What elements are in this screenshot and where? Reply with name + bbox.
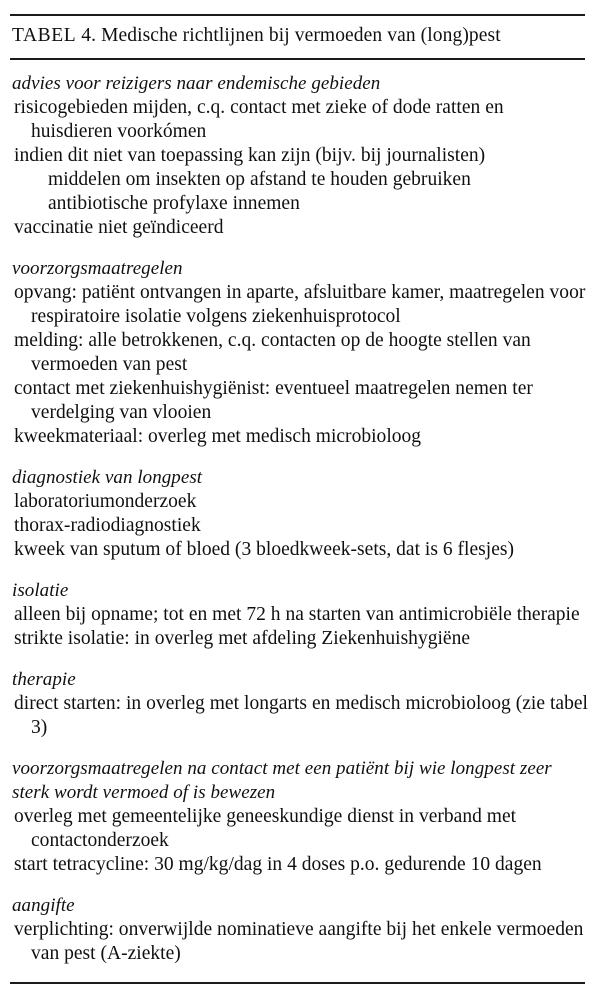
table-section	[10, 72, 590, 240]
section-entry: risicogebieden mijden, c.q. contact met zieke of dode ratten en huisdieren voorkómen	[14, 97, 504, 142]
section-entry: indien dit niet van toepassing kan zijn (bijv. bij journalisten)	[14, 145, 486, 166]
section-heading: isolatie	[12, 580, 69, 601]
section-entry: kweek van sputum of bloed (3 bloedkweek-sets, dat is 6 flesjes)	[14, 539, 515, 560]
table-section	[10, 668, 590, 740]
section-heading: therapie	[12, 669, 76, 690]
section-entry: thorax-radiodiagnostiek	[14, 515, 201, 536]
table-body	[10, 60, 590, 966]
section-entry: strikte isolatie: in overleg met afdeling Ziekenhuishygiëne	[14, 628, 471, 649]
section-heading: diagnostiek van longpest	[12, 467, 203, 488]
section-entry: contact met ziekenhuishygiënist: eventueel maatregelen nemen ter verdelging van vlooien	[14, 378, 533, 423]
section-entry: direct starten: in overleg met longarts en medisch microbioloog (zie tabel 3)	[14, 693, 588, 738]
table-section	[10, 579, 590, 651]
section-heading: aangifte	[12, 895, 75, 916]
table-page	[0, 14, 600, 964]
table-section	[10, 894, 590, 966]
section-entry: verplichting: onverwijlde nominatieve aangifte bij het enkele vermoeden van pest (A-ziekte)	[14, 919, 584, 964]
section-entry: overleg met gemeentelijke geneeskundige dienst in verband met contactonderzoek	[14, 806, 517, 851]
section-entry: middelen om insekten op afstand te houden gebruiken	[48, 169, 471, 190]
section-entry: opvang: patiënt ontvangen in aparte, afsluitbare kamer, maatregelen voor respiratoire isolatie volgens ziekenhuisprotocol	[14, 282, 586, 327]
section-entry: start tetracycline: 30 mg/kg/dag in 4 doses p.o. gedurende 10 dagen	[14, 854, 542, 875]
section-entry: melding: alle betrokkenen, c.q. contacten op de hoogte stellen van vermoeden van pest	[14, 330, 531, 375]
section-entry: laboratoriumonderzoek	[14, 491, 197, 512]
caption-title: Medische richtlijnen bij vermoeden van (long)pest	[101, 25, 501, 46]
section-entry: kweekmateriaal: overleg met medisch microbioloog	[14, 426, 422, 447]
section-heading: voorzorgsmaatregelen na contact met een patiënt bij wie longpest zeer sterk wordt vermoed of is bewezen	[12, 758, 552, 803]
table-section	[10, 466, 590, 562]
section-heading: voorzorgsmaatregelen	[12, 258, 183, 279]
section-heading: advies voor reizigers naar endemische gebieden	[12, 73, 381, 94]
section-entry: antibiotische profylaxe innemen	[48, 193, 300, 214]
table-section	[10, 757, 590, 877]
table-section	[10, 257, 590, 449]
section-entry: alleen bij opname; tot en met 72 h na starten van antimicrobiële therapie	[14, 604, 580, 625]
caption-label: TABEL	[12, 25, 77, 46]
caption-number: 4.	[81, 25, 97, 46]
section-entry: vaccinatie niet geïndiceerd	[14, 217, 224, 238]
table-caption	[10, 16, 590, 52]
